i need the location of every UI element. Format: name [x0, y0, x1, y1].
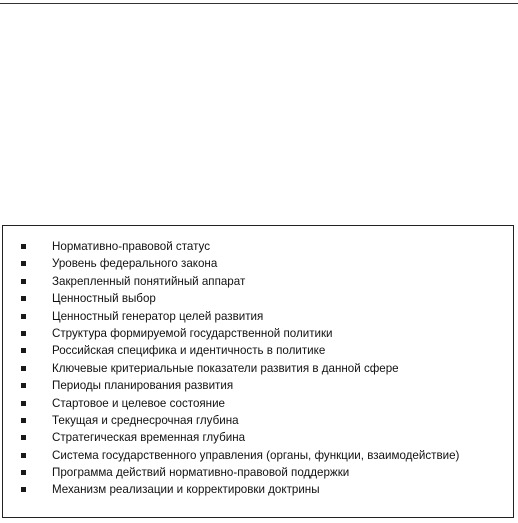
list-item: Уровень федерального закона [3, 255, 513, 272]
square-bullet-icon [21, 470, 26, 475]
list-item: Текущая и среднесрочная глубина [3, 412, 513, 429]
square-bullet-icon [21, 296, 26, 301]
square-bullet-icon [21, 331, 26, 336]
doctrine-criteria-box [2, 225, 514, 518]
square-bullet-icon [21, 279, 26, 284]
square-bullet-icon [21, 453, 26, 458]
list-item: Российская специфика и идентичность в политике [3, 342, 513, 359]
square-bullet-icon [21, 435, 26, 440]
list-item: Закрепленный понятийный аппарат [3, 273, 513, 290]
square-bullet-icon [21, 348, 26, 353]
square-bullet-icon [21, 366, 26, 371]
list-item: Система государственного управления (органы, функции, взаимодействие) [3, 447, 513, 464]
list-item: Структура формируемой государственной политики [3, 325, 513, 342]
list-item: Стартовое и целевое состояние [3, 395, 513, 412]
square-bullet-icon [21, 418, 26, 423]
list-item: Периоды планирования развития [3, 377, 513, 394]
doctrine-criteria-list [3, 238, 513, 499]
top-divider [0, 3, 518, 4]
square-bullet-icon [21, 314, 26, 319]
square-bullet-icon [21, 401, 26, 406]
list-item: Ценностный генератор целей развития [3, 308, 513, 325]
list-item: Ключевые критериальные показатели развития в данной сфере [3, 360, 513, 377]
list-item: Программа действий нормативно-правовой поддержки [3, 464, 513, 481]
list-item: Механизм реализации и корректировки доктрины [3, 481, 513, 498]
square-bullet-icon [21, 487, 26, 492]
square-bullet-icon [21, 261, 26, 266]
list-item: Ценностный выбор [3, 290, 513, 307]
square-bullet-icon [21, 383, 26, 388]
list-item: Нормативно-правовой статус [3, 238, 513, 255]
square-bullet-icon [21, 244, 26, 249]
list-item: Стратегическая временная глубина [3, 429, 513, 446]
